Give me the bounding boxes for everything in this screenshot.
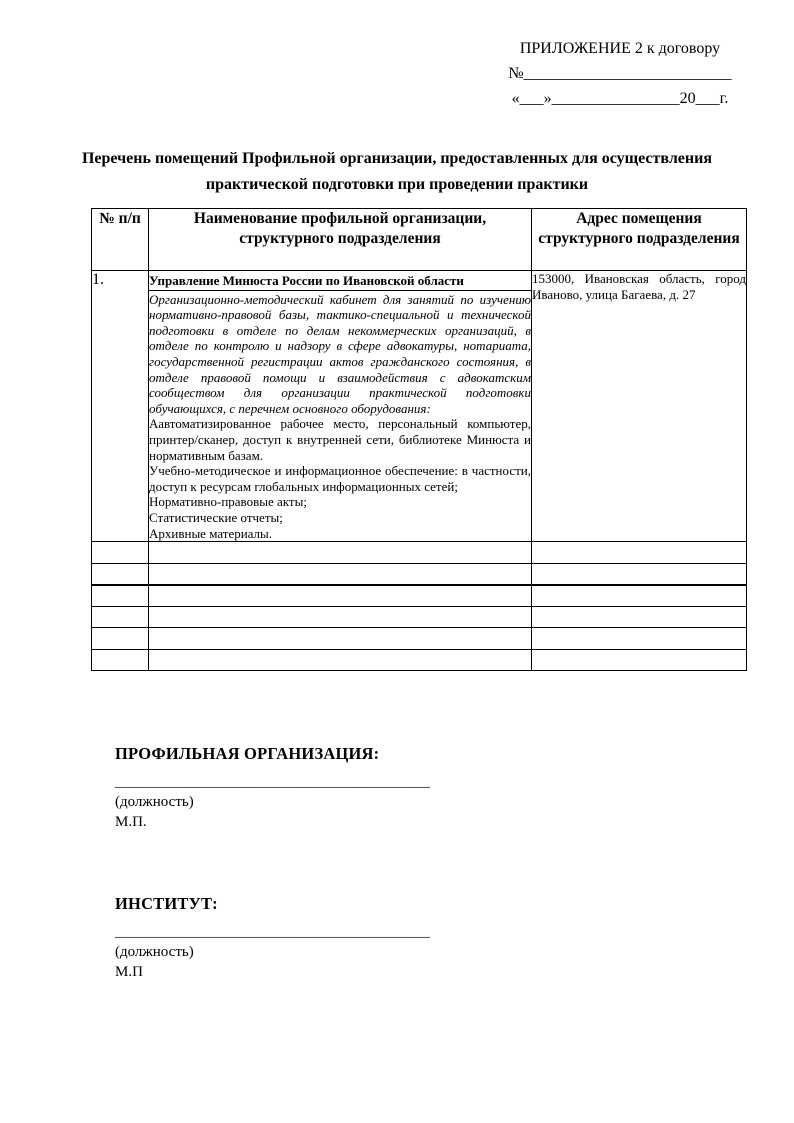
- position-caption: (должность): [115, 794, 194, 810]
- statistic-reports: Статистические отчеты;: [149, 509, 283, 525]
- legal-acts: Нормативно-правовые акты;: [149, 494, 307, 510]
- empty-row: [92, 563, 747, 585]
- column-header-name: Наименование профильной организации, структурного подразделения: [149, 209, 532, 271]
- column-header-address: Адрес помещения структурного подразделения: [532, 209, 747, 271]
- signature-line: _____________________________________________: [115, 775, 430, 790]
- seal-mark: М.П: [115, 964, 143, 980]
- organization-name: Управление Минюста России по Ивановской области: [149, 271, 531, 291]
- profile-organization-signature-block: [115, 744, 430, 833]
- position-caption: (должность): [115, 944, 194, 960]
- contract-date-blank: «___»________________20___г.: [511, 90, 729, 107]
- institute-signature-block: [115, 894, 430, 983]
- empty-row: [92, 606, 747, 628]
- archive-materials: Архивные материалы.: [149, 525, 273, 541]
- facility-description: Организационно-методический кабинет для занятий по изучению нормативно-правовой базы, тактико-специальной и технической подготовки в отделе по делам некоммерческих организаций, в отделе по контролю и надзору в сфере адвокатуры, нотариата, государственной регистрации актов гражданского состояния, в отделе правовой помощи и взаимодействия с адвокатским сообществом для организации практической подготовки обучающихся, с перечнем основного оборудования:: [149, 291, 531, 416]
- column-header-number: № п/п: [92, 209, 149, 271]
- empty-row: [92, 542, 747, 564]
- document-title: Перечень помещений Профильной организации, предоставленных для осуществления практической подготовки при проведении практики: [81, 150, 712, 193]
- institute-heading: ИНСТИТУТ:: [115, 894, 218, 913]
- table-row: [92, 271, 747, 542]
- contract-number-blank: №__________________________: [508, 65, 732, 82]
- table-header-row: [92, 209, 747, 271]
- signature-line: _____________________________________________: [115, 925, 430, 940]
- appendix-header: [498, 36, 742, 111]
- row-number-cell: 1.: [92, 271, 149, 542]
- row-address-cell: 153000, Ивановская область, город Иваново, улица Багаева, д. 27: [532, 271, 747, 542]
- profile-organization-heading: ПРОФИЛЬНАЯ ОРГАНИЗАЦИЯ:: [115, 744, 380, 763]
- methodical-support: Учебно-методическое и информационное обеспечение: в частности, доступ к ресурсам глобальных информационных сетей;: [149, 463, 531, 494]
- row-name-cell: [149, 271, 532, 542]
- empty-row: [92, 649, 747, 671]
- equipment-list: Аавтоматизированное рабочее место, персональный компьютер, принтер/сканер, доступ к внутренней сети, библиотеке Минюста и нормативным базам.: [149, 416, 531, 463]
- empty-row: [92, 628, 747, 650]
- empty-row: [92, 585, 747, 607]
- premises-table: [91, 208, 747, 671]
- appendix-title: ПРИЛОЖЕНИЕ 2 к договору: [519, 40, 721, 57]
- seal-mark: М.П.: [115, 814, 147, 830]
